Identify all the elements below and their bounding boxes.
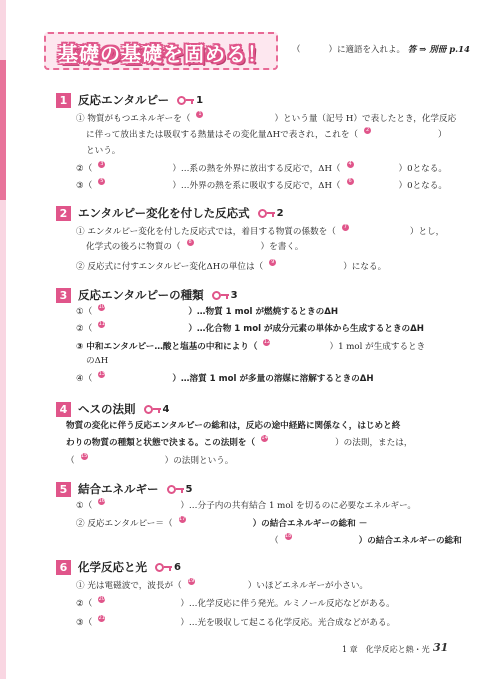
key-icon [144, 404, 170, 415]
section-header [56, 481, 192, 497]
key-icon [258, 208, 284, 219]
key-icon [155, 562, 181, 573]
line-text: ）いほどエネルギーが小さい。 [247, 581, 369, 591]
text-line [76, 518, 367, 530]
answer-blank[interactable] [92, 323, 188, 334]
text-line [86, 241, 303, 253]
section-number: 2 [56, 206, 71, 221]
key-icon [167, 484, 193, 495]
answer-blank[interactable] [92, 373, 172, 384]
line-text: ①（ [76, 307, 93, 317]
key-point-number: 2 [276, 207, 284, 219]
footer-chapter: 1 章 化学反応と熱・光 [342, 645, 430, 654]
answer-blank[interactable] [75, 455, 165, 466]
section-title: 反応エンタルピー [78, 93, 170, 107]
text-line [76, 306, 338, 318]
blank-number-badge: 4 [348, 161, 352, 167]
blank-number-badge: 15 [80, 453, 88, 459]
line-text: のΔH [86, 356, 109, 366]
line-text: ） [438, 130, 447, 140]
line-text: ）…化合物 1 mol が成分元素の単体から生成するときのΔH [188, 324, 424, 334]
line-text: という。 [86, 146, 121, 156]
line-text: ）…外界の熱を系に吸収する反応で，ΔH（ [172, 181, 341, 191]
line-text: ）0となる。 [398, 164, 447, 174]
blank-number-badge: 14 [261, 435, 268, 441]
blank-number-badge: 17 [178, 516, 186, 522]
answer-blank[interactable] [263, 261, 343, 272]
text-line [76, 163, 447, 175]
line-text: （ [270, 536, 279, 546]
answer-blank[interactable] [92, 598, 180, 609]
page-number: 31 [433, 641, 449, 654]
key-point-number: 1 [196, 94, 204, 106]
section-title: 化学反応と光 [78, 560, 147, 574]
blank-number-badge: 11 [98, 321, 105, 327]
line-text: わりの物質の種類と状態で決まる。この法則を（ [66, 438, 256, 448]
line-text: ）とし， [409, 227, 445, 237]
text-line [76, 226, 444, 238]
blank-number-badge: 7 [343, 224, 347, 230]
text-line [76, 341, 425, 353]
section-header [56, 92, 203, 108]
text-line [86, 145, 120, 157]
line-text: ）という量（記号 H）で表したとき，化学反応 [274, 114, 457, 124]
blank-number-badge: 13 [98, 371, 105, 377]
blank-number-badge: 1 [198, 111, 202, 117]
line-text: 化学式の後ろに物質の（ [86, 242, 181, 252]
answer-blank[interactable] [255, 437, 335, 448]
answer-blank[interactable] [279, 535, 359, 546]
section-title: 結合エネルギー [78, 482, 159, 496]
answer-blank[interactable] [92, 617, 180, 628]
section-number: 5 [56, 482, 71, 497]
section-title: ヘスの法則 [78, 402, 136, 416]
line-text: ② 反応式に付すエンタルピー変化ΔHの単位は（ [76, 262, 264, 272]
section-header [56, 401, 169, 417]
line-text: ②（ [76, 164, 93, 174]
text-line [76, 113, 456, 125]
line-text: ）の法則，または， [335, 438, 413, 448]
line-text: ③（ [76, 181, 93, 191]
line-text: （ [66, 456, 75, 466]
line-text: ② 反応エンタルピー＝（ [76, 519, 173, 529]
line-text: ）の結合エネルギーの総和 [358, 536, 462, 546]
section-header [56, 559, 181, 575]
text-line [270, 535, 462, 547]
section-title: エンタルピー変化を付した反応式 [78, 206, 250, 220]
text-line [86, 355, 108, 367]
answer-blank[interactable] [358, 129, 438, 140]
line-text: ）の結合エネルギーの総和 － [252, 519, 368, 529]
line-text: ①（ [76, 501, 93, 511]
instruction: （ ）に適語を入れよ。 答 ⇒ 別冊 p.14 [292, 45, 470, 55]
answer-ref: 答 ⇒ 別冊 p.14 [407, 45, 470, 55]
blank-number-badge: 18 [284, 533, 292, 539]
key-icon [212, 290, 238, 301]
line-text: ）の法則という。 [164, 456, 234, 466]
line-text: に伴って放出または吸収する熱量はその変化量ΔHで表され，これを（ [86, 130, 359, 140]
section-number: 4 [56, 402, 71, 417]
answer-blank[interactable] [173, 518, 253, 529]
line-text: 物質の変化に伴う反応エンタルピーの総和は，反応の途中経路に関係なく，はじめと終 [66, 421, 401, 431]
page-title: 基礎の基礎を固める！ [58, 42, 268, 66]
line-text: ① 光は電磁波で，波長が（ [76, 581, 182, 591]
answer-blank[interactable] [341, 180, 399, 191]
line-text: ）になる。 [343, 262, 387, 272]
answer-blank[interactable] [182, 580, 248, 591]
blank-number-badge: 21 [98, 615, 105, 621]
text-line [76, 580, 368, 592]
key-icon [177, 95, 203, 106]
blank-number-badge: 9 [271, 259, 275, 265]
line-text: ）…光を吸収して起こる化学反応。光合成などがある。 [180, 618, 396, 628]
text-line [76, 617, 395, 629]
text-line [76, 373, 374, 385]
text-line [76, 598, 395, 610]
section-number: 1 [56, 93, 71, 108]
line-text: ）を書く。 [260, 242, 304, 252]
blank-number-badge: 12 [263, 339, 271, 345]
key-point-number: 5 [185, 483, 193, 495]
blank-number-badge: 6 [348, 178, 352, 184]
blank-number-badge: 10 [98, 304, 105, 310]
section-number: 6 [56, 560, 71, 575]
key-point-number: 6 [174, 561, 181, 573]
blank-number-badge: 8 [188, 239, 192, 245]
chapter-tab [0, 60, 6, 200]
line-text: ③（ [76, 618, 93, 628]
answer-blank[interactable] [190, 113, 274, 124]
answer-blank[interactable] [341, 163, 399, 174]
blank-number-badge: 5 [100, 178, 104, 184]
line-text: ③ 中和エンタルピー…酸と塩基の中和により（ [76, 342, 258, 352]
section-header [56, 205, 284, 221]
line-text: ②（ [76, 599, 93, 609]
blank-number-badge: 3 [100, 161, 104, 167]
answer-blank[interactable] [92, 306, 188, 317]
line-text: ②（ [76, 324, 93, 334]
line-text: ① 物質がもつエネルギーを（ [76, 114, 191, 124]
line-text: ）…物質 1 mol が燃焼するときのΔH [188, 307, 339, 317]
text-line [76, 323, 424, 335]
text-line [76, 500, 416, 512]
line-text: ）…化学反応に伴う発光。ルミノール反応などがある。 [180, 599, 395, 609]
line-text: ）…分子内の共有結合 1 mol を切るのに必要なエネルギー。 [180, 501, 416, 511]
blank-number-badge: 19 [188, 578, 195, 584]
text-line [66, 437, 412, 449]
answer-blank[interactable] [257, 341, 329, 352]
text-line [76, 180, 447, 192]
blank-number-badge: 2 [365, 127, 370, 133]
text-line [66, 455, 233, 467]
answer-blank[interactable] [92, 180, 172, 191]
section-number: 3 [56, 288, 71, 303]
answer-blank[interactable] [92, 163, 172, 174]
text-line [86, 129, 447, 141]
line-text: ④（ [76, 374, 93, 384]
section-header [56, 287, 238, 303]
key-point-number: 4 [162, 403, 170, 415]
answer-blank[interactable] [336, 226, 410, 237]
blank-number-badge: 16 [98, 498, 105, 504]
text-line [76, 261, 386, 273]
blank-number-badge: 20 [98, 596, 105, 602]
answer-blank[interactable] [181, 241, 261, 252]
title-banner [44, 32, 278, 70]
key-point-number: 3 [230, 289, 238, 301]
line-text: ）0となる。 [398, 181, 447, 191]
line-text: ）…系の熱を外界に放出する反応で，ΔH（ [172, 164, 341, 174]
answer-blank[interactable] [92, 500, 180, 511]
line-text: ）1 mol が生成するとき [329, 342, 426, 352]
line-text: ）…溶質 1 mol が多量の溶媒に溶解するときのΔH [172, 374, 374, 384]
text-line [66, 420, 400, 432]
line-text: ① エンタルピー変化を付した反応式では，着目する物質の係数を（ [76, 227, 336, 237]
section-title: 反応エンタルピーの種類 [78, 288, 204, 302]
